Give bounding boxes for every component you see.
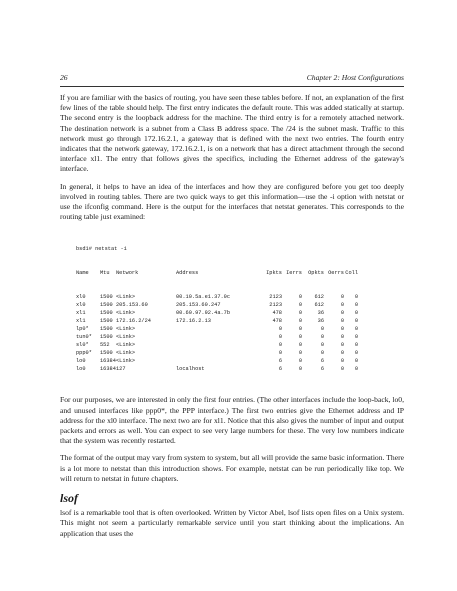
code-cell: 1500 — [100, 334, 113, 341]
code-cell: 0 — [340, 302, 344, 309]
code-header-cell: Address — [176, 270, 199, 277]
code-cell: 0 — [340, 366, 344, 373]
code-cell: lp0* — [76, 326, 89, 333]
code-cell: 0 — [354, 310, 358, 317]
code-cell: 0 — [298, 302, 302, 309]
header-rule — [60, 86, 404, 87]
paragraph-purposes: For our purposes, we are interested in only the first four entries. (The other interfaces include the loop-back, lo0, and unused interfaces like ppp0*, the PPP interface.) The first two entries give the Ethernet address and IP address for the xl0 interface. The next two are for xl1. Notice that this also gives the number of input and output packets and errors as well. You can expect to see very large numbers for these. The very low numbers indicate that the system was recently restarted. — [60, 395, 404, 446]
code-header-cell: Mtu — [100, 270, 110, 277]
code-cell: sl0* — [76, 342, 89, 349]
code-header-cell: Ierrs — [286, 270, 302, 277]
code-cell: xl1 — [76, 310, 86, 317]
code-cell: tun0* — [76, 334, 92, 341]
code-cell: 1500 — [100, 350, 113, 357]
code-cell: 0 — [320, 350, 324, 357]
code-cell: 0 — [298, 350, 302, 357]
code-cell: 205.153.60 — [116, 302, 148, 309]
code-header-cell: Network — [116, 270, 139, 277]
code-cell: 0 — [354, 350, 358, 357]
code-cell: 1500 — [100, 318, 113, 325]
code-cell: 0 — [278, 342, 282, 349]
paragraph-interfaces-intro: In general, it helps to have an idea of the interfaces and how they are configured before you get too deeply involved in routing tables. There are two quick ways to get this information—use the -i option with netstat or use the ifconfig command. Here is the output for the interfaces that netstat generates. This corresponds to the routing table just examined: — [60, 181, 404, 222]
code-cell: 36 — [317, 318, 324, 325]
code-cell: 0 — [320, 334, 324, 341]
code-cell: 0 — [340, 326, 344, 333]
code-cell: 0 — [340, 358, 344, 365]
code-row — [76, 309, 404, 317]
paragraph-lsof: lsof is a remarkable tool that is often overlooked. Written by Victor Abel, lsof lists open files on a Unix system. This might not seem a particularly remarkable service until you start thinking about the implications. An application that uses the — [60, 508, 404, 538]
code-cell: 6 — [278, 358, 282, 365]
code-cell: 16384 — [100, 366, 116, 373]
code-cell: 0 — [354, 334, 358, 341]
code-cell: 0 — [354, 318, 358, 325]
code-cell: 0 — [278, 350, 282, 357]
code-cell: 6 — [320, 366, 324, 373]
code-row — [76, 349, 404, 357]
code-cell: 2123 — [269, 302, 282, 309]
code-cell: 0 — [340, 294, 344, 301]
code-cell: 0 — [354, 358, 358, 365]
code-cell: 478 — [272, 310, 282, 317]
code-header-cell: Coll — [345, 270, 358, 277]
code-cell: 0 — [298, 358, 302, 365]
code-header-cell: Name — [76, 270, 89, 277]
code-row — [76, 333, 404, 341]
code-cell: <Link> — [116, 334, 136, 341]
code-cell: ppp0* — [76, 350, 92, 357]
code-cell: 478 — [272, 318, 282, 325]
code-header-row — [76, 269, 404, 277]
code-cell: 0 — [354, 302, 358, 309]
code-cell: 172.16.2/24 — [116, 318, 151, 325]
code-cell: 2123 — [269, 294, 282, 301]
code-cell: <Link> — [116, 294, 136, 301]
code-cell: 0 — [354, 366, 358, 373]
code-cell: xl1 — [76, 318, 86, 325]
code-cell: lo0 — [76, 358, 86, 365]
section-heading-lsof: lsof — [60, 491, 78, 506]
code-cell: xl0 — [76, 302, 86, 309]
code-cell: localhost — [176, 366, 205, 373]
code-row — [76, 293, 404, 301]
code-cell: 0 — [298, 342, 302, 349]
code-row — [76, 341, 404, 349]
code-cell: 00.10.5a.e1.37.0c — [176, 294, 231, 301]
code-cell: 0 — [340, 318, 344, 325]
code-cell: 1500 — [100, 294, 113, 301]
code-cell: 1500 — [100, 326, 113, 333]
code-cell: 0 — [340, 334, 344, 341]
code-cell: 0 — [320, 326, 324, 333]
code-cell: 6 — [278, 366, 282, 373]
code-cell: 0 — [340, 342, 344, 349]
code-cell: 0 — [354, 294, 358, 301]
code-cell: 1500 — [100, 310, 113, 317]
code-cell: 0 — [298, 326, 302, 333]
code-cell: 0 — [278, 326, 282, 333]
code-cell: 127 — [116, 366, 126, 373]
code-cell: <Link> — [116, 310, 136, 317]
code-cell: <Link> — [116, 342, 136, 349]
code-cell: 0 — [340, 350, 344, 357]
code-row — [76, 317, 404, 325]
code-cell: 00.60.97.92.4a.7b — [176, 310, 231, 317]
chapter-title: Chapter 2: Host Configurations — [306, 73, 404, 82]
code-header-cell: Oerrs — [328, 270, 344, 277]
code-cell: <Link> — [116, 326, 136, 333]
code-header-cell: Opkts — [308, 270, 324, 277]
code-cell: 0 — [278, 334, 282, 341]
code-cell: 0 — [298, 366, 302, 373]
code-row — [76, 357, 404, 365]
netstat-output — [76, 229, 404, 389]
code-rows — [76, 293, 404, 373]
code-cell: 0 — [298, 310, 302, 317]
code-cell: 552 — [100, 342, 110, 349]
code-cell: 0 — [354, 342, 358, 349]
running-header — [60, 73, 404, 85]
code-cell: 36 — [317, 310, 324, 317]
code-cell: 0 — [298, 334, 302, 341]
code-cell: 16384 — [100, 358, 116, 365]
code-cell: 0 — [320, 342, 324, 349]
code-row — [76, 365, 404, 373]
code-cell: 0 — [298, 318, 302, 325]
code-cell: 0 — [340, 310, 344, 317]
code-cell: 1500 — [100, 302, 113, 309]
code-cell: <Link> — [116, 358, 136, 365]
code-cell: lo0 — [76, 366, 86, 373]
code-prompt: bsd1# netstat -i — [76, 246, 127, 253]
code-header-cell: Ipkts — [266, 270, 282, 277]
code-cell: 0 — [354, 326, 358, 333]
paragraph-format: The format of the output may vary from system to system, but all will provide the same basic information. There is a lot more to netstat than this introduction shows. For example, netstat can be run periodically like top. We will return to netstat in future chapters. — [60, 453, 404, 483]
code-cell: 612 — [314, 302, 324, 309]
code-cell: <Link> — [116, 350, 136, 357]
page-number: 26 — [60, 73, 68, 82]
main-text — [60, 93, 404, 546]
code-cell: 612 — [314, 294, 324, 301]
code-cell: 205.153.60.247 — [176, 302, 221, 309]
paragraph-routing-explanation: If you are familiar with the basics of routing, you have seen these tables before. If not, an explanation of the first few lines of the table should help. The first entry indicates the default route. This was added statically at startup. The second entry is the loopback address for the machine. The third entry is for a remotely attached network. The destination network is a subnet from a Class B address space. The /24 is the subnet mask. Traffic to this network must go through 172.16.2.1, a gateway that is defined with the next two entries. The fourth entry indicates that the network gateway, 172.16.2.1, is on a network that has a direct attachment through the second interface xl1. The entry that follows gives the specifics, including the Ethernet address of the gateway's interface. — [60, 93, 404, 174]
code-cell: 0 — [298, 294, 302, 301]
code-cell: xl0 — [76, 294, 86, 301]
code-cell: 172.16.2.13 — [176, 318, 211, 325]
code-cell: 6 — [320, 358, 324, 365]
code-row — [76, 301, 404, 309]
code-row — [76, 325, 404, 333]
